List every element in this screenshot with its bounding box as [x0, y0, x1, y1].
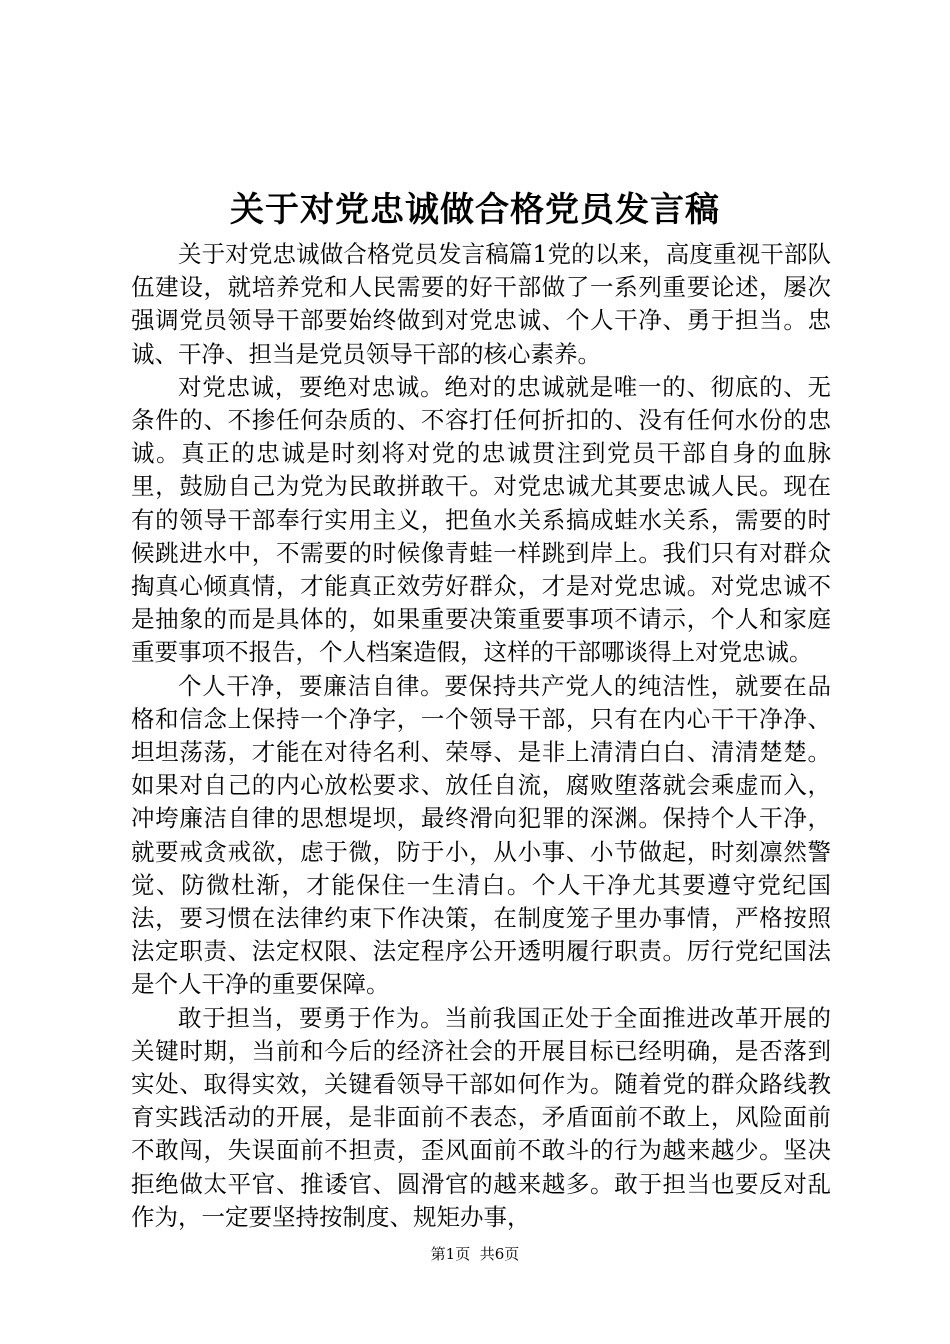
- paragraph: 关于对党忠诚做合格党员发言稿篇1党的以来，高度重视干部队伍建设，就培养党和人民需要的好干部做了一系列重要论述，屡次强调党员领导干部要始终做到对党忠诚、个人干净、勇于担当。忠诚、干净、担当是党员领导干部的核心素养。: [131, 240, 831, 368]
- document-body: [131, 238, 831, 1234]
- paragraph: 个人干净，要廉洁自律。要保持共产党人的纯洁性，就要在品格和信念上保持一个净字，一个领导干部，只有在内心干干净净、坦坦荡荡，才能在对待名利、荣辱、是非上清清白白、清清楚楚。如果对自己的内心放松要求、放任自流，腐败堕落就会乘虚而入，冲垮廉洁自律的思想堤坝，最终滑向犯罪的深渊。保持个人干净，就要戒贪戒欲，虑于微，防于小，从小事、小节做起，时刻凛然警觉、防微杜渐，才能保住一生清白。个人干净尤其要遵守党纪国法，要习惯在法律约束下作决策，在制度笼子里办事情，严格按照法定职责、法定权限、法定程序公开透明履行职责。厉行党纪国法是个人干净的重要保障。: [131, 671, 831, 999]
- document-title: 关于对党忠诚做合格党员发言稿: [230, 190, 720, 230]
- page-total: 共6页: [479, 1245, 520, 1263]
- page-number: 第1页: [430, 1245, 471, 1263]
- paragraph: 对党忠诚，要绝对忠诚。绝对的忠诚就是唯一的、彻底的、无条件的、不掺任何杂质的、不容打任何折扣的、没有任何水份的忠诚。真正的忠诚是时刻将对党的忠诚贯注到党员干部自身的血脉里，鼓励自己为党为民敢拼敢干。对党忠诚尤其要忠诚人民。现在有的领导干部奉行实用主义，把鱼水关系搞成蛙水关系，需要的时候跳进水中，不需要的时候像青蛙一样跳到岸上。我们只有对群众掏真心倾真情，才能真正效劳好群众，才是对党忠诚。对党忠诚不是抽象的而是具体的，如果重要决策重要事项不请示，个人和家庭重要事项不报告，个人档案造假，这样的干部哪谈得上对党忠诚。: [131, 372, 831, 667]
- page-footer: [0, 1244, 950, 1264]
- paragraph: 敢于担当，要勇于作为。当前我国正处于全面推进改革开展的关键时期，当前和今后的经济社会的开展目标已经明确，是否落到实处、取得实效，关键看领导干部如何作为。随着党的群众路线教育实践活动的开展，是非面前不表态，矛盾面前不敢上，风险面前不敢闯，失误面前不担责，歪风面前不敢斗的行为越来越少。坚决拒绝做太平官、推诿官、圆滑官的越来越多。敢于担当也要反对乱作为，一定要坚持按制度、规矩办事，: [131, 1003, 831, 1231]
